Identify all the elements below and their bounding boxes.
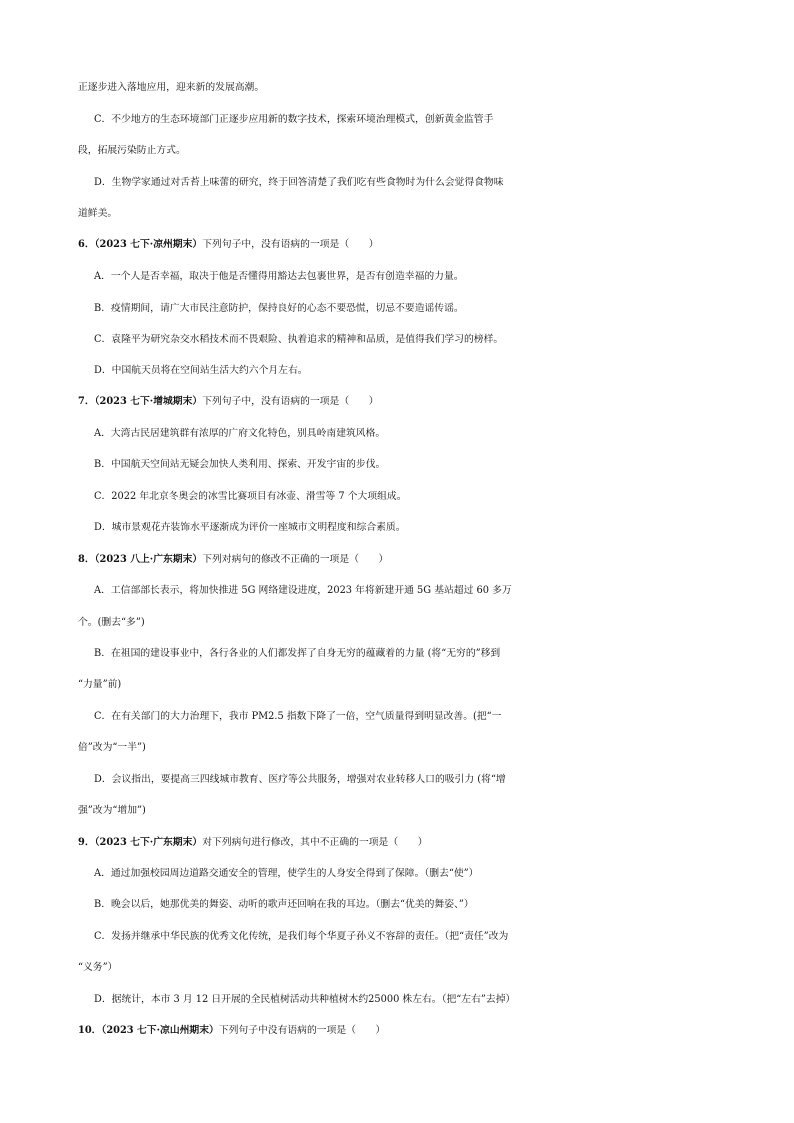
- text-line: 倍”改为“一半”): [78, 742, 146, 753]
- question-6: [0, 229, 794, 260]
- text-line: 正逐步进入落地应用，迎来新的发展高潮。: [78, 82, 265, 93]
- text-line: 强”改为“增加”): [78, 805, 146, 816]
- question-10: [0, 1015, 794, 1046]
- option-c: C．不少地方的生态环境部门正逐步应用新的数字技术，探索环境治理模式，创新黄金监管手: [94, 114, 494, 125]
- text-line: “义务”）: [78, 962, 118, 973]
- question-number: 10．: [78, 1025, 102, 1036]
- option-a: A．大湾古民居建筑群有浓厚的广府文化特色，别具岭南建筑风格。: [94, 428, 386, 439]
- question-source: （2023 八上·广东期末）: [94, 554, 203, 565]
- option-d: D．城市景观花卉装饰水平逐渐成为评价一座城市文明程度和综合素质。: [94, 522, 406, 533]
- question-7: [0, 386, 794, 417]
- question-stem: 对下列病句进行修改，其中不正确的一项是（ ）: [202, 837, 428, 848]
- option-c: C．在有关部门的大力治理下，我市 PM2.5 指数下降了一倍，空气质量得到明显改善。(把“一: [94, 711, 502, 722]
- question-source: （2023 七下·广东期末）: [94, 837, 203, 848]
- option-b: B．中国航天空间站无疑会加快人类利用、探索、开发宇宙的步伐。: [94, 459, 386, 470]
- question-number: 7．: [78, 396, 95, 407]
- text-line: 段，拓展污染防止方式。: [78, 145, 186, 156]
- question-number: 8．: [78, 554, 95, 565]
- option-d: D．据统计，本市 3 月 12 日开展的全民植树活动共种植树木约25000 株左右。（把“左右”去掉）: [94, 994, 516, 1005]
- question-source: （2023 七下·凉山州期末）: [101, 1025, 219, 1036]
- option-c: C．发扬并继承中华民族的优秀文化传统，是我们每个华夏子孙义不容辞的责任。（把“责任”改为: [94, 931, 509, 942]
- question-source: （2023 七下·增城期末）: [94, 396, 203, 407]
- question-number: 9．: [78, 837, 95, 848]
- text-line: 个。(删去“多”): [78, 617, 145, 628]
- question-stem: 下列句子中，没有语病的一项是（ ）: [202, 396, 379, 407]
- option-b: B．在祖国的建设事业中，各行各业的人们都发挥了自身无穷的蕴藏着的力量 (将“无穷的”移到: [94, 648, 501, 659]
- question-9: [0, 827, 794, 858]
- text-line: 道鲜美。: [78, 208, 118, 219]
- question-8: [0, 544, 794, 575]
- question-stem: 下列句子中，没有语病的一项是（ ）: [202, 239, 379, 250]
- question-number: 6．: [78, 239, 95, 250]
- option-d: D．会议指出，要提高三四线城市教育、医疗等公共服务，增强对农业转移人口的吸引力 (将“增: [94, 774, 506, 785]
- option-a: A．一个人是否幸福，取决于他是否懂得用豁达去包裹世界，是否有创造幸福的力量。: [94, 271, 464, 282]
- option-a: A．通过加强校园周边道路交通安全的管理，使学生的人身安全得到了保障。（删去“使”）: [94, 868, 479, 879]
- option-b: B．晚会以后，她那优美的舞姿、动听的歌声还回响在我的耳边。（删去“优美的舞姿、”）: [94, 899, 474, 910]
- option-b: B．疫情期间，请广大市民注意防护，保持良好的心态不要恐慌，切忌不要造谣传谣。: [94, 303, 464, 314]
- question-stem: 下列对病句的修改不正确的一项是（ ）: [202, 554, 389, 565]
- option-a: A．工信部部长表示，将加快推进 5G 网络建设进度，2023 年将新建开通 5G 基站超过 60 多万: [94, 585, 512, 596]
- option-c: C．2022 年北京冬奥会的冰雪比赛项目有冰壶、滑雪等 7 个大项组成。: [94, 491, 407, 502]
- option-d: D．生物学家通过对舌苔上味蕾的研究，终于回答清楚了我们吃有些食物时为什么会觉得食物味: [94, 177, 504, 188]
- question-source: （2023 七下·凉州期末）: [94, 239, 203, 250]
- option-c: C．袁隆平为研究杂交水稻技术而不畏艰险、执着追求的精神和品质，是值得我们学习的榜样。: [94, 334, 504, 345]
- text-line: “力量”前): [78, 679, 122, 690]
- question-stem: 下列句子中没有语病的一项是（ ）: [218, 1025, 386, 1036]
- option-d: D．中国航天员将在空间站生活大约六个月左右。: [94, 365, 308, 376]
